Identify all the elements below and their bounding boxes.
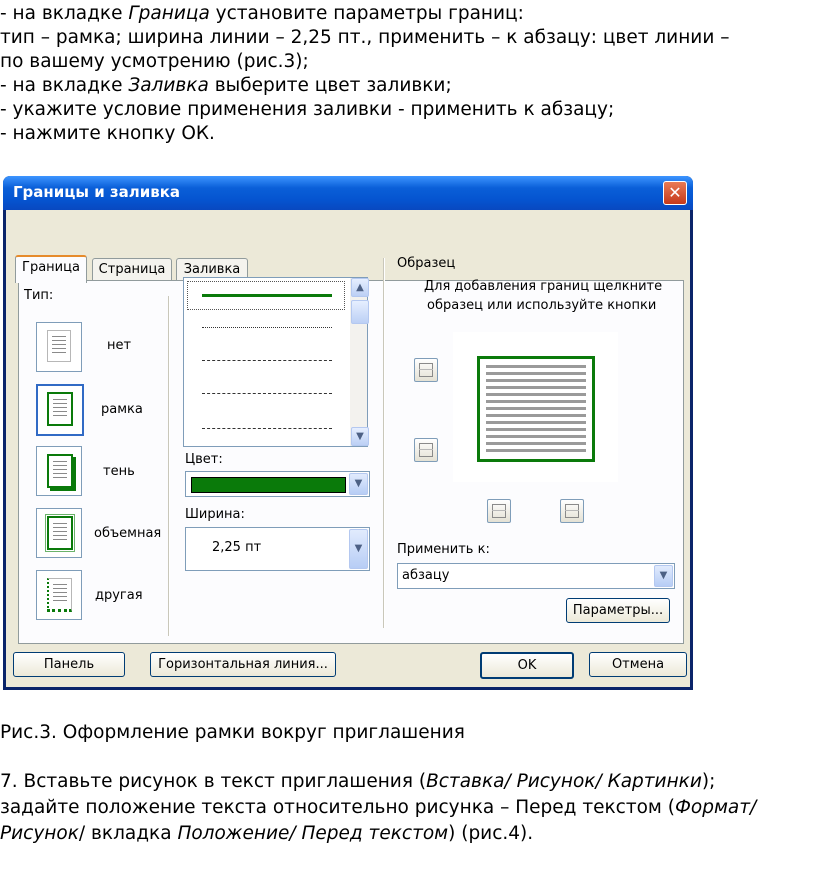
apply-to-value: абзацу <box>402 568 450 583</box>
text-run: ); <box>701 771 716 792</box>
text-run-italic: Заливка <box>128 75 209 96</box>
setting-shadow-label[interactable]: тень <box>103 464 135 479</box>
width-dropdown[interactable] <box>185 527 370 571</box>
close-button[interactable]: ✕ <box>663 181 687 205</box>
line-style-dash-dot[interactable] <box>202 428 332 429</box>
doc-p7-line-2 <box>0 796 756 820</box>
text-run-italic: Рисунок <box>0 823 79 844</box>
setting-none-icon[interactable] <box>36 322 82 372</box>
scroll-up-icon[interactable]: ▲ <box>351 278 369 297</box>
divider <box>383 258 385 628</box>
line-style-list[interactable] <box>183 277 368 447</box>
color-swatch <box>191 477 346 493</box>
line-style-long-dash[interactable] <box>202 393 332 394</box>
horizontal-line-button[interactable]: Горизонтальная линия... <box>150 652 336 677</box>
right-border-button[interactable] <box>560 499 584 523</box>
text-run-italic: Граница <box>128 3 210 24</box>
tab-border[interactable]: Граница <box>15 255 87 283</box>
text-run: задайте положение текста относительно рисунка – Перед текстом ( <box>0 797 675 818</box>
tab-shading[interactable]: Заливка <box>176 258 248 281</box>
text-run: - на вкладке <box>0 75 129 96</box>
text-run: установите параметры границ: <box>209 3 524 24</box>
scroll-thumb[interactable] <box>351 300 369 324</box>
text-run-italic: Положение/ Перед текстом <box>177 823 449 844</box>
setting-custom-icon[interactable] <box>36 570 82 620</box>
line-style-dashed[interactable] <box>202 360 332 361</box>
doc-line-3: по вашему усмотрению (рис.3); <box>0 51 309 72</box>
preview-area[interactable] <box>453 332 618 482</box>
tab-page[interactable]: Страница <box>92 258 172 281</box>
settings-label: Тип: <box>24 288 54 303</box>
setting-none-label[interactable]: нет <box>107 338 132 353</box>
setting-3d-icon[interactable] <box>36 508 82 558</box>
apply-to-label: Применить к: <box>397 542 490 557</box>
text-run-italic: Вставка/ Рисунок/ Картинки <box>426 771 702 792</box>
color-dropdown[interactable] <box>185 471 370 497</box>
preview-hint-1: Для добавления границ щелкните <box>424 279 663 294</box>
setting-custom-label[interactable]: другая <box>95 588 143 603</box>
toolbar-button[interactable]: Панель <box>13 652 125 677</box>
dialog-titlebar[interactable] <box>3 176 693 210</box>
inside-vertical-border-button[interactable] <box>487 499 511 523</box>
ok-button[interactable]: OK <box>480 652 574 679</box>
divider <box>168 296 170 636</box>
chevron-down-icon[interactable]: ▼ <box>349 473 368 495</box>
line-style-selected[interactable] <box>187 281 345 310</box>
setting-3d-label[interactable]: объемная <box>94 526 162 541</box>
preview-hint-2: образец или используйте кнопки <box>427 298 657 313</box>
scroll-down-icon[interactable]: ▼ <box>351 427 369 446</box>
doc-line-6: - нажмите кнопку ОК. <box>0 123 215 144</box>
setting-shadow-icon[interactable] <box>36 446 82 496</box>
text-run-italic: Формат/ <box>674 797 757 818</box>
text-run: выберите цвет заливки; <box>208 75 452 96</box>
color-label: Цвет: <box>185 452 223 467</box>
dialog-title: Границы и заливка <box>13 183 181 201</box>
text-run: ) (рис.4). <box>448 823 534 844</box>
preview-border-box[interactable] <box>477 356 595 462</box>
doc-line-4 <box>0 74 452 98</box>
scrollbar[interactable] <box>350 278 367 446</box>
doc-p7-line-1 <box>0 770 715 794</box>
doc-p7-line-3 <box>0 822 533 846</box>
apply-to-dropdown[interactable] <box>397 563 675 589</box>
top-border-button[interactable] <box>414 358 438 382</box>
chevron-down-icon[interactable]: ▼ <box>654 565 673 587</box>
inside-horizontal-border-button[interactable] <box>414 438 438 462</box>
doc-line-1 <box>0 2 524 26</box>
text-run: - на вкладке <box>0 3 129 24</box>
cancel-button[interactable]: Отмена <box>589 652 687 677</box>
options-button[interactable]: Параметры... <box>566 598 670 623</box>
text-run: / вкладка <box>78 823 178 844</box>
chevron-down-icon[interactable]: ▼ <box>349 529 368 569</box>
width-label: Ширина: <box>185 507 245 522</box>
figure-caption: Рис.3. Оформление рамки вокруг приглашения <box>0 722 465 743</box>
setting-box-label[interactable]: рамка <box>101 402 143 417</box>
doc-line-5: - укажите условие применения заливки - применить к абзацу; <box>0 99 615 120</box>
doc-line-2: тип – рамка; ширина линии – 2,25 пт., применить – к абзацу: цвет линии – <box>0 27 730 48</box>
width-value: 2,25 пт <box>212 540 262 555</box>
preview-label: Образец <box>397 256 456 271</box>
line-style-dotted[interactable] <box>202 327 332 328</box>
setting-box-icon[interactable] <box>36 384 84 436</box>
text-run: 7. Вставьте рисунок в текст приглашения ( <box>0 771 427 792</box>
